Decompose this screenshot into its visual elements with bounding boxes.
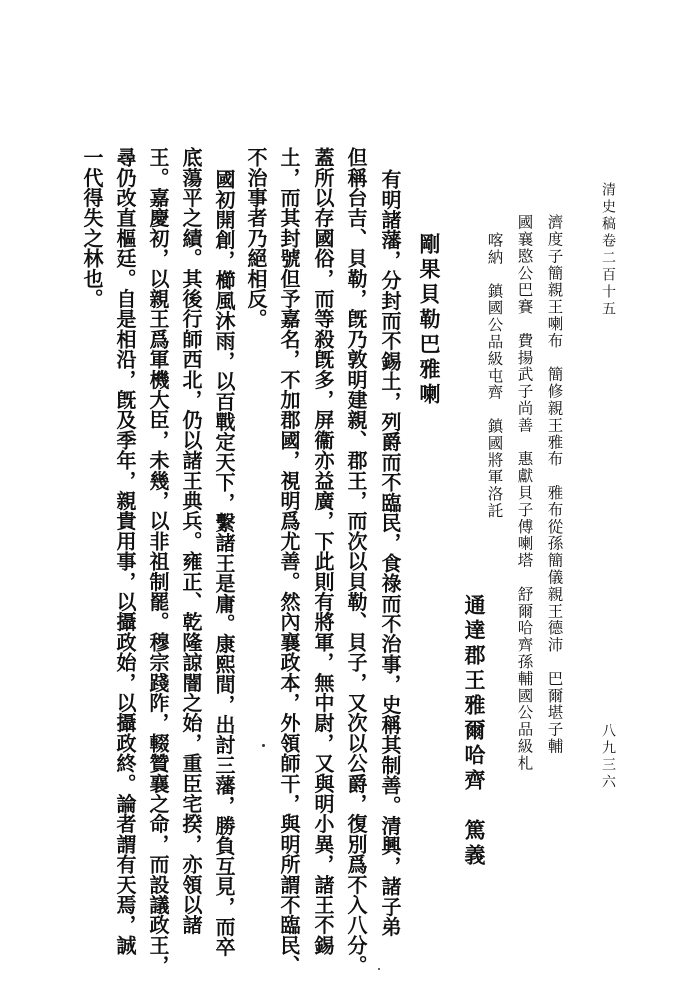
body-column: 但稱台吉、貝勒，旣乃敦明建親、郡王，而次以貝勒、貝子，又次以公爵，復別爲不入八分。 (344, 147, 368, 976)
ink-speck (378, 968, 380, 970)
page-number: 八九三六 (600, 723, 616, 791)
body-column: 土，而其封號但予嘉名，不加郡國，視明爲尤善。然內襄政本，外領師干，與明所謂不臨民、 (277, 147, 301, 976)
body-column: 一代得失之林也。 (80, 147, 104, 309)
listing-line: 濟度子簡親王喇布 簡修親王雅布 雅布從孫簡儀親王德沛 巴爾堪子輔 (545, 214, 564, 755)
chapter-title: 通達郡王雅爾哈齊 篤義 (462, 594, 487, 869)
body-column: 不治事者乃絕相反。 (244, 147, 268, 329)
listing-line: 喀納 鎮國公品級屯齊 鎮國將軍洛託 (485, 232, 504, 520)
body-column: 蓋所以存國俗，而等殺旣多，屏衞亦益廣，下此則有將軍，無中尉，又與明小異，諸王不錫 (311, 147, 335, 955)
body-column: 尋仍改直樞廷。自是相沿，旣及季年，親貴用事，以攝政始，以攝政終。論者謂有天焉，誠 (113, 147, 137, 955)
ink-speck (262, 744, 265, 747)
body-column: 王。嘉慶初，以親王爲軍機大臣，未幾，以非祖制罷。穆宗踐阼，輟贊襄之命，而設議政王， (146, 147, 170, 976)
body-column: 有明諸藩，分封而不錫土，列爵而不臨民，食祿而不治事，史稱其制善。清興，諸子弟 (378, 169, 402, 937)
listing-line: 國襄愍公巴賽 費揚武子尚善 惠獻貝子傅喇塔 舒爾哈齊孫輔國公品級札 (515, 214, 534, 772)
section-title: 剛果貝勒巴雅喇 (417, 233, 442, 408)
body-column: 國初開創，櫛風沐雨，以百戰定天下，繫諸王是庸。康熙間，出討三藩，勝負互見，而卒 (212, 169, 236, 957)
body-column: 底蕩平之績。其後行師西北，仍以諸王典兵。雍正、乾隆諒闇之始，重臣宅揆，亦領以諸 (179, 147, 203, 935)
running-title: 清史稿卷二百十五 (600, 182, 616, 318)
